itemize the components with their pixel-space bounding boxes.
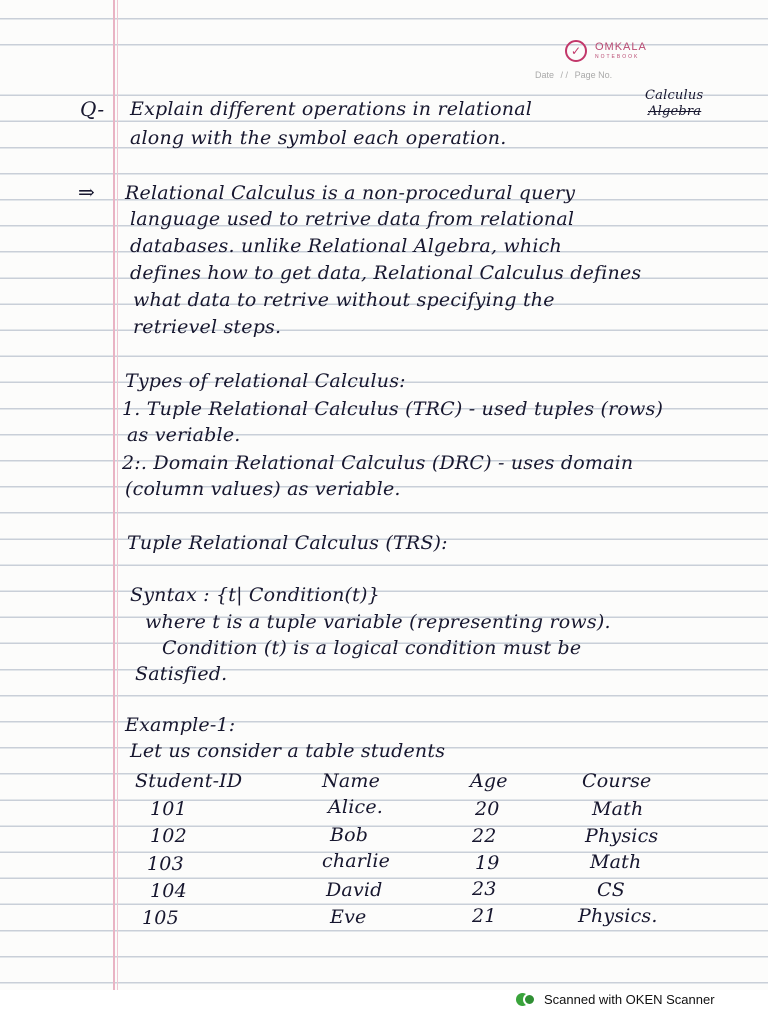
scanner-text: Scanned with OKEN Scanner xyxy=(544,992,715,1007)
types-line: 2:. Domain Relational Calculus (DRC) - uses domain xyxy=(122,452,634,474)
types-line: (column values) as veriable. xyxy=(125,478,401,500)
table-cell: Physics. xyxy=(578,905,658,927)
types-line: 1. Tuple Relational Calculus (TRC) - used tuples (rows) xyxy=(122,398,664,420)
brand-name: OMKALA xyxy=(595,41,647,53)
margin-line xyxy=(113,0,115,990)
table-cell: charlie xyxy=(322,850,391,872)
oken-scanner-logo-icon xyxy=(516,993,536,1007)
table-cell: Alice. xyxy=(328,796,383,818)
table-cell: 103 xyxy=(147,853,184,875)
answer-line: language used to retrive data from relational xyxy=(130,208,575,230)
table-cell: 104 xyxy=(150,880,187,902)
question-struck-word: Algebra xyxy=(648,104,702,119)
table-cell: Math xyxy=(592,798,644,820)
types-heading: Types of relational Calculus: xyxy=(125,370,406,392)
syntax-line: Condition (t) is a logical condition must be xyxy=(162,637,582,659)
trc-heading: Tuple Relational Calculus (TRS): xyxy=(127,532,448,554)
example-heading: Example-1: xyxy=(125,714,236,736)
answer-line: defines how to get data, Relational Calculus defines xyxy=(130,262,642,284)
answer-line: Relational Calculus is a non-procedural query xyxy=(125,182,576,204)
syntax-line: where t is a tuple variable (representing rows). xyxy=(145,611,611,633)
notebook-brand xyxy=(565,36,647,66)
question-marker: Q- xyxy=(80,97,105,121)
page-label: Page No. xyxy=(574,70,613,80)
table-header: Course xyxy=(582,770,652,792)
table-cell: Bob xyxy=(330,824,369,846)
scanner-watermark xyxy=(516,992,715,1007)
syntax-line: Syntax : {t| Condition(t)} xyxy=(130,584,380,606)
table-cell: 23 xyxy=(472,878,497,900)
syntax-line: Satisfied. xyxy=(135,663,228,685)
answer-line: retrievel steps. xyxy=(133,316,282,338)
question-line-1: Explain different operations in relational xyxy=(130,98,533,120)
date-label: Date xyxy=(535,70,555,80)
table-cell: 101 xyxy=(150,798,187,820)
margin-line-secondary xyxy=(117,0,118,990)
table-cell: 105 xyxy=(142,907,179,929)
date-page-bar xyxy=(535,70,616,80)
table-header: Name xyxy=(322,770,381,792)
table-cell: 19 xyxy=(475,852,500,874)
example-intro: Let us consider a table students xyxy=(130,740,446,762)
table-header: Age xyxy=(470,770,508,792)
brand-sub: NOTEBOOK xyxy=(595,54,640,60)
answer-line: databases. unlike Relational Algebra, which xyxy=(130,235,562,257)
table-cell: 21 xyxy=(472,905,497,927)
table-cell: Physics xyxy=(585,825,659,847)
table-cell: 22 xyxy=(472,825,497,847)
question-line-2: along with the symbol each operation. xyxy=(130,127,507,149)
table-cell: Math xyxy=(590,851,642,873)
question-correction: Calculus xyxy=(645,88,704,103)
answer-line: what data to retrive without specifying the xyxy=(133,289,555,311)
table-header: Student-ID xyxy=(135,770,243,792)
table-cell: Eve xyxy=(330,906,367,928)
table-cell: David xyxy=(326,879,383,901)
table-cell: 20 xyxy=(475,798,500,820)
date-value: / / xyxy=(560,70,569,80)
omkala-logo-icon: ✓ xyxy=(565,40,587,62)
table-cell: CS xyxy=(597,879,625,901)
answer-arrow-icon: ⇒ xyxy=(78,180,95,204)
table-cell: 102 xyxy=(150,825,187,847)
types-line: as veriable. xyxy=(127,424,241,446)
